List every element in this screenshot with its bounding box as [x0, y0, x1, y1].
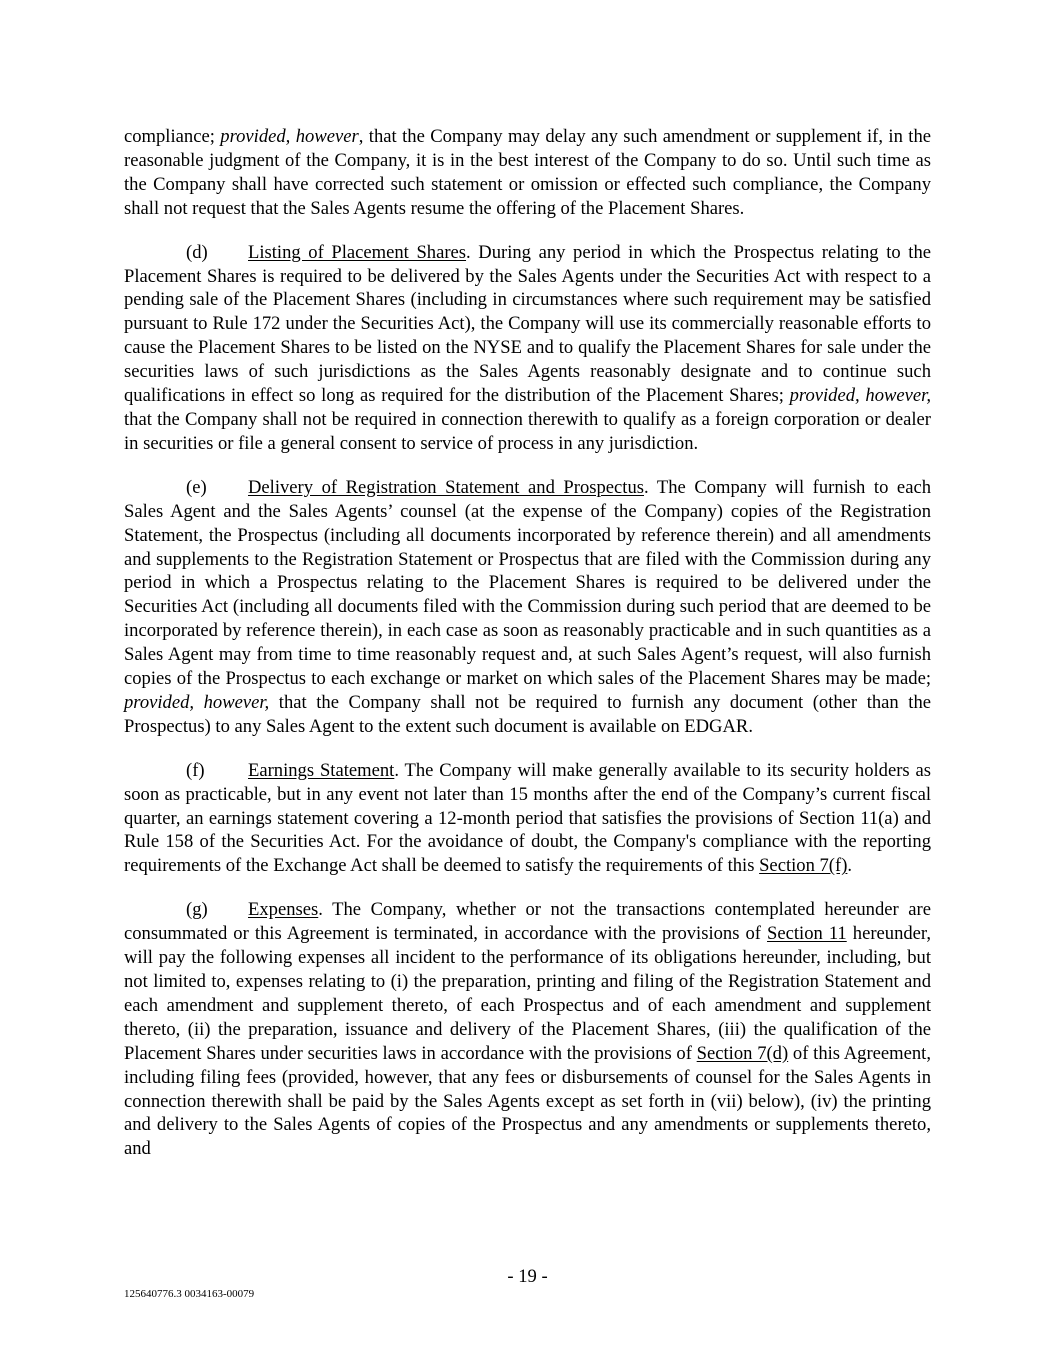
- paragraph-text: . During any period in which the Prospectus relating to the Placement Shares is required to be delivered by the Sales Agents under the Securities Act with respect to a pending sale of the Placement Shares (including in circumstances where such requirement may be satisfied pursuant to Rule 172 under the Securities Act), the Company will use its commercially reasonable efforts to cause the Placement Shares to be listed on the NYSE and to qualify the Placement Shares for sale under the securities laws of such jurisdictions as the Sales Agents reasonably designate and to continue such qualifications in effect so long as required for the distribution of the Placement Shares;: [124, 241, 931, 407]
- italic-proviso: provided, however,: [124, 691, 270, 713]
- section-f-paragraph: [124, 759, 931, 879]
- page-number: - 19 -: [507, 1266, 548, 1287]
- section-heading: Earnings Statement: [248, 759, 395, 781]
- section-number: (f): [186, 759, 205, 781]
- document-body: [124, 125, 931, 1181]
- section-heading: Listing of Placement Shares: [248, 241, 467, 263]
- paragraph-text: hereunder, will pay the following expenses all incident to the performance of its obligations hereunder, including, but not limited to, expenses relating to (i) the preparation, printing and filing of the Registration Statement and each amendment and supplement thereto, of each Prospectus and of each amendment and supplement thereto, (ii) the preparation, issuance and delivery of the Placement Shares, (iii) the qualification of the Placement Shares under securities laws in accordance with the provisions of: [124, 923, 932, 1064]
- section-heading: Delivery of Registration Statement and Prospectus: [248, 476, 644, 498]
- section-reference: Section 7(d): [696, 1042, 789, 1064]
- section-e-paragraph: [124, 476, 931, 739]
- paragraph-text: that the Company shall not be required to furnish any document (other than the Prospectus) to any Sales Agent to the extent such document is available on EDGAR.: [124, 691, 931, 737]
- paragraph-text: , that the Company may delay any such amendment or supplement if, in the reasonable judgment of the Company, it is in the best interest of the Company to do so. Until such time as the Company shall have corrected such statement or omission or effected such compliance, the Company shall not request that the Sales Agents resume the offering of the Placement Shares.: [124, 126, 932, 219]
- italic-proviso: provided, however,: [789, 385, 932, 407]
- section-heading: Expenses: [248, 899, 319, 921]
- paragraph-text: of this Agreement, including filing fees (provided, however, that any fees or disbursements of counsel for the Sales Agents in connection therewith shall be paid by the Sales Agents except as set forth in (vii) below), (iv) the printing and delivery to the Sales Agents of copies of the Prospectus and any amendments or supplements thereto, and: [124, 1042, 931, 1160]
- italic-proviso: provided, however: [220, 126, 359, 147]
- section-number: (e): [186, 476, 207, 498]
- section-g-paragraph: [124, 898, 931, 1161]
- section-number: (d): [186, 241, 208, 263]
- paragraph-continuation: [124, 125, 931, 221]
- section-d-paragraph: [124, 241, 931, 456]
- paragraph-text: compliance;: [124, 126, 221, 147]
- paragraph-text: . The Company, whether or not the transactions contemplated hereunder are consummated or this Agreement is terminated, in accordance with the provisions of: [124, 899, 931, 945]
- paragraph-text: .: [847, 855, 853, 877]
- paragraph-text: that the Company shall not be required in connection therewith to qualify as a foreign corporation or dealer in securities or file a general consent to service of process in any jurisdiction.: [124, 408, 931, 454]
- document-id: 125640776.3 0034163-00079: [124, 1288, 255, 1300]
- paragraph-text: . The Company will make generally available to its security holders as soon as practicable, but in any event not later than 15 months after the end of the Company’s current fiscal quarter, an earnings statement covering a 12-month period that satisfies the provisions of Section 11(a) and Rule 158 of the Securities Act. For the avoidance of doubt, the Company's compliance with the reporting requirements of the Exchange Act shall be deemed to satisfy the requirements of this: [124, 759, 931, 877]
- section-reference: Section 7(f): [759, 855, 848, 877]
- section-number: (g): [186, 899, 208, 921]
- paragraph-text: . The Company will furnish to each Sales Agent and the Sales Agents’ counsel (at the expense of the Company) copies of the Registration Statement, the Prospectus (including all documents incorporated by reference therein) and all amendments and supplements to the Registration Statement or Prospectus that are filed with the Commission during any period in which a Prospectus relating to the Placement Shares is required to be delivered under the Securities Act (including all documents filed with the Commission during such period that are deemed to be incorporated by reference therein), in each case as soon as reasonably practicable and in such quantities as a Sales Agent may from time to time reasonably request and, at such Sales Agent’s request, will also furnish copies of the Prospectus to each exchange or market on which sales of the Placement Shares may be made;: [124, 476, 931, 690]
- section-reference: Section 11: [767, 923, 847, 945]
